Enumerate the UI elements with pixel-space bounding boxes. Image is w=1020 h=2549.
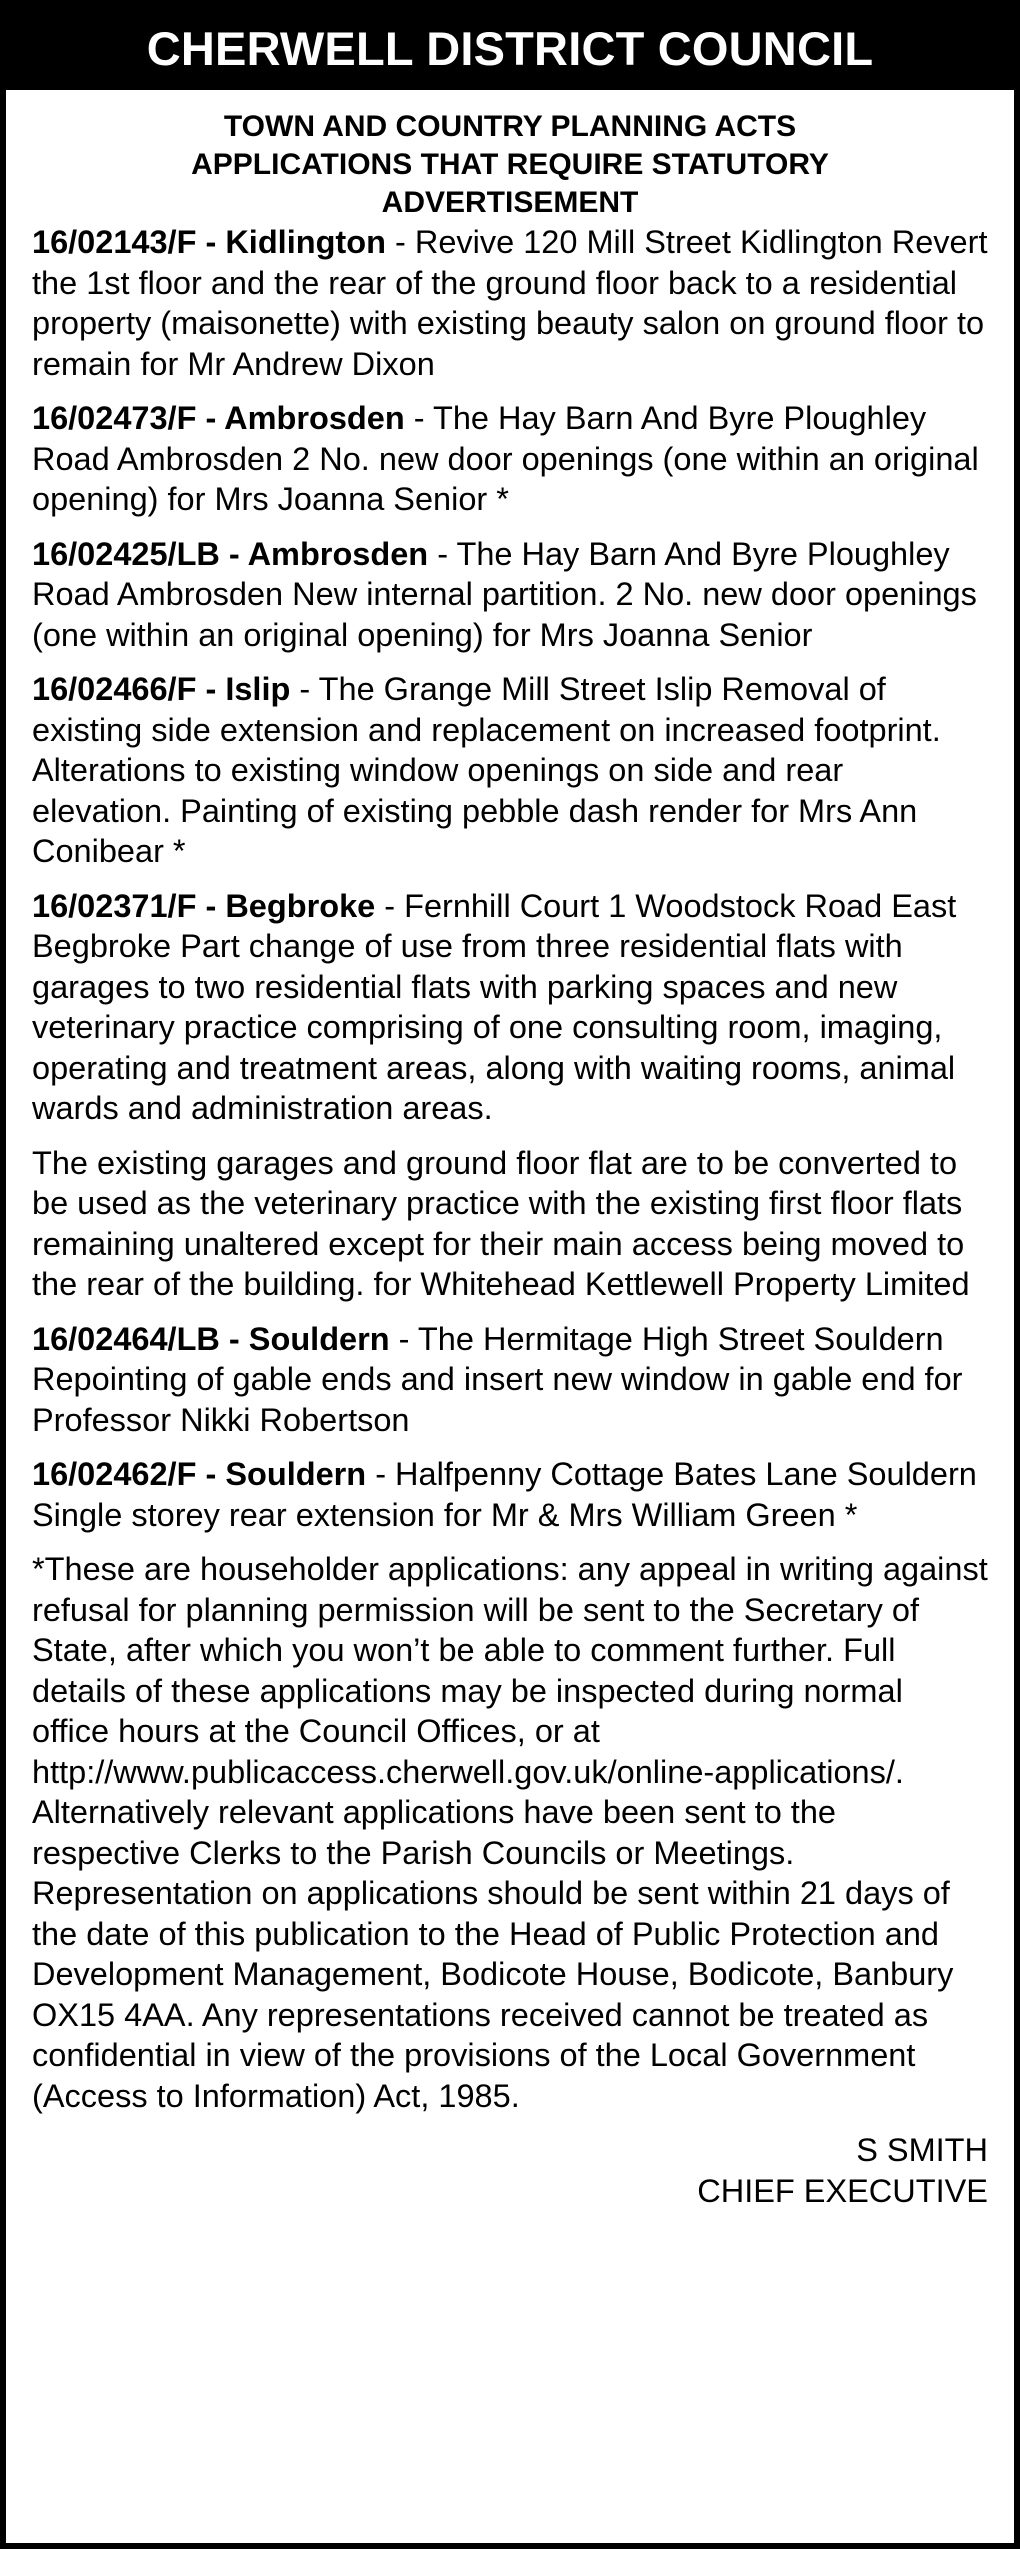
householder-footnote: *These are householder applications: any appeal in writing against refusal for planning permission will be sent to the Secretary of State, after which you won’t be able to comment further. Full details of these applications may be inspected during normal office hours at the Council Offices, or at http://www.publicaccess.cherwell.gov.uk/online-applications/. Alternatively relevant applications have been sent to the respective Clerks to the Parish Councils or Meetings. Representation on applications should be sent within 21 days of the date of this publication to the Head of Public Protection and Development Management, Bodicote House, Bodicote, Banbury OX15 4AA. Any representations received cannot be treated as confidential in view of the provisions of the Local Government (Access to Information) Act, 1985. <box>32 1551 988 2114</box>
notice-body <box>6 90 1014 2211</box>
application-entry <box>32 669 988 872</box>
heading-line: TOWN AND COUNTRY PLANNING ACTS <box>223 110 797 143</box>
notice-heading <box>32 108 988 222</box>
application-reference: 16/02466/F - Islip <box>32 671 291 707</box>
council-banner: CHERWELL DISTRICT COUNCIL <box>6 6 1014 90</box>
heading-line: APPLICATIONS THAT REQUIRE STATUTORY <box>191 148 829 181</box>
application-entry <box>32 1319 988 1441</box>
application-reference: 16/02473/F - Ambrosden <box>32 400 405 436</box>
heading-line: ADVERTISEMENT <box>381 186 639 219</box>
application-reference: 16/02462/F - Souldern <box>32 1456 367 1492</box>
application-description: - Revive 120 Mill Street Kidlington Revert the 1st floor and the rear of the ground floor back to a residential property (maisonette) with existing beauty salon on ground floor to remain for Mr Andrew Dixon <box>32 224 988 382</box>
application-entry <box>32 1454 988 1535</box>
application-continuation: The existing garages and ground floor flat are to be converted to be used as the veterinary practice with the existing first floor flats remaining unaltered except for their main access being moved to the rear of the building. for Whitehead Kettlewell Property Limited <box>32 1144 970 1302</box>
application-reference: 16/02371/F - Begbroke <box>32 887 376 924</box>
application-entry <box>32 886 988 1129</box>
application-reference: 16/02425/LB - Ambrosden <box>32 535 429 572</box>
application-entry <box>32 534 988 656</box>
application-entry <box>32 222 988 384</box>
signatory-title: CHIEF EXECUTIVE <box>697 2172 988 2209</box>
application-description: - Halfpenny Cottage Bates Lane Souldern Single storey rear extension for Mr & Mrs William Green * <box>32 1456 977 1533</box>
application-description: - The Grange Mill Street Islip Removal of existing side extension and replacement on increased footprint. Alterations to existing window openings on side and rear elevation. Painting of existing pebble dash render for Mrs Ann Conibear * <box>32 671 941 869</box>
application-reference: 16/02464/LB - Souldern <box>32 1320 390 1357</box>
application-description: - The Hay Barn And Byre Ploughley Road Ambrosden New internal partition. 2 No. new door openings (one within an original opening) for Mrs Joanna Senior <box>32 535 977 653</box>
application-reference: 16/02143/F - Kidlington <box>32 224 386 260</box>
signoff <box>32 2130 988 2211</box>
application-entry <box>32 398 988 520</box>
application-description: - The Hay Barn And Byre Ploughley Road Ambrosden 2 No. new door openings (one within an original opening) for Mrs Joanna Senior * <box>32 400 979 517</box>
signatory-name: S SMITH <box>856 2132 988 2168</box>
application-description: - Fernhill Court 1 Woodstock Road East Begbroke Part change of use from three residential flats with garages to two residential flats with parking spaces and new veterinary practice comprising of one consulting room, imaging, operating and treatment areas, along with waiting rooms, animal wards and administration areas. <box>32 887 957 1126</box>
application-description: - The Hermitage High Street Souldern Repointing of gable ends and insert new window in gable end for Professor Nikki Robertson <box>32 1320 963 1438</box>
